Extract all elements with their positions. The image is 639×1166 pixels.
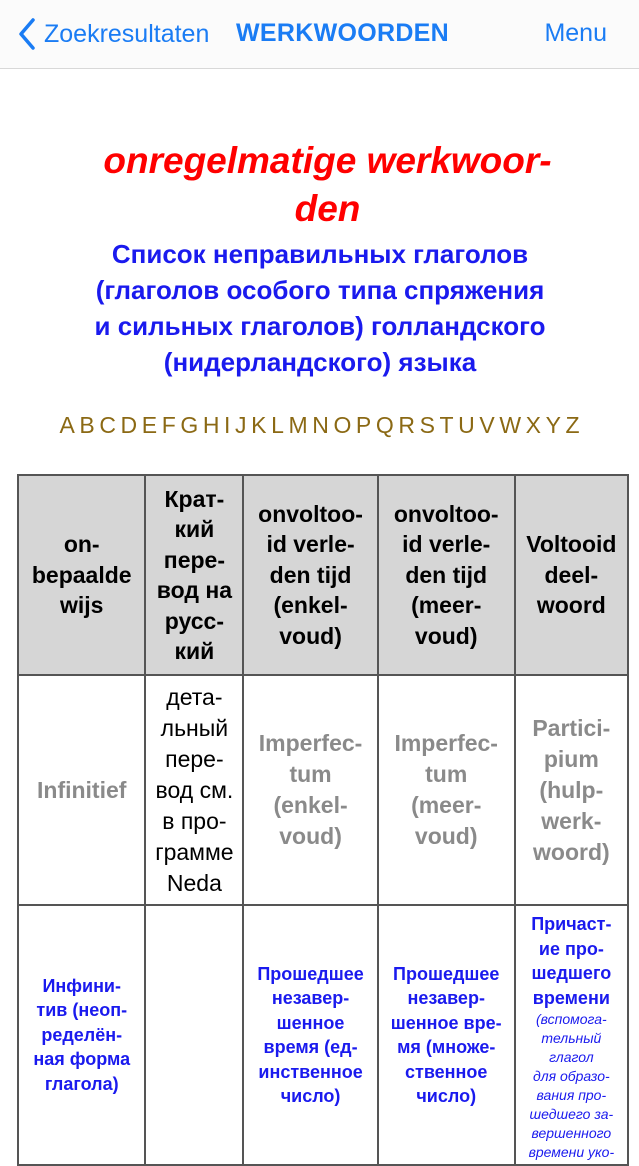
page-title: WERKWOORDEN (236, 19, 450, 47)
cell-line: onvoltoo- (258, 500, 363, 527)
cell-line: кий (174, 638, 215, 664)
alphabet-letter-c[interactable]: C (99, 412, 116, 438)
cell-line: Partici- (532, 714, 611, 741)
table-header-row (19, 476, 629, 676)
cell-line: id verle- (402, 531, 491, 558)
table-row (19, 906, 629, 1166)
cell-line: тельный глагол (541, 1030, 602, 1065)
cell-line: (enkel- (273, 592, 348, 619)
cell-line: ределён- (41, 1024, 123, 1045)
cell-line: (hulp- (539, 776, 604, 803)
cell-line: wijs (59, 592, 104, 619)
navigation-bar (0, 0, 639, 69)
cell-line: Прошедшее (393, 963, 500, 984)
alphabet-index (0, 412, 639, 444)
alphabet-letter-a[interactable]: A (59, 412, 75, 438)
cell-text (382, 728, 511, 852)
cell-line: вод см. (155, 776, 234, 803)
cell-line: льный (160, 714, 229, 741)
cell-line: времени (532, 987, 610, 1008)
table-header-cell (516, 476, 629, 676)
cell-line: глагола) (44, 1073, 119, 1094)
cell-text (149, 484, 239, 667)
alphabet-letter-u[interactable]: U (458, 412, 475, 438)
cell-text (519, 1010, 624, 1162)
cell-line: число) (280, 1086, 341, 1106)
cell-line: Voltooid (526, 531, 617, 558)
cell-line: deel- (544, 561, 599, 588)
cell-line: voud) (279, 823, 342, 849)
cell-line: Крат- (164, 485, 225, 512)
cell-text (519, 713, 624, 868)
alphabet-letter-x[interactable]: X (525, 412, 541, 438)
title-russian-line: (нидерландского) языка (163, 347, 477, 377)
alphabet-letter-v[interactable]: V (479, 412, 495, 438)
cell-line: pium (543, 745, 599, 772)
cell-line: (meer- (411, 792, 482, 818)
cell-line: вод на (156, 577, 233, 603)
cell-line: woord) (533, 838, 610, 865)
table-cell (379, 676, 516, 906)
cell-text (382, 962, 511, 1109)
cell-line: для образо- (532, 1068, 610, 1084)
cell-line: шедшего (531, 963, 612, 983)
cell-line: (вспомога- (535, 1011, 607, 1027)
cell-line: woord (536, 592, 606, 619)
cell-line: кий (174, 516, 215, 542)
cell-line: инственное (258, 1061, 363, 1082)
alphabet-letter-k[interactable]: K (251, 412, 267, 438)
cell-text (519, 529, 624, 621)
cell-line: время (ед- (263, 1037, 358, 1057)
cell-line: voud) (414, 622, 478, 649)
cell-line: Imperfec- (394, 730, 498, 756)
table-header-cell (146, 476, 244, 676)
cell-line: тив (неоп- (36, 1000, 128, 1021)
cell-text (22, 529, 141, 621)
cell-line: шенное вре- (390, 1012, 502, 1033)
back-button[interactable] (18, 16, 209, 52)
cell-line: шедшего за- (529, 1106, 614, 1122)
alphabet-letter-p[interactable]: P (355, 412, 372, 438)
alphabet-letter-l[interactable]: L (271, 412, 284, 438)
table-cell (516, 906, 629, 1166)
chevron-left-icon (18, 18, 36, 50)
cell-line: пере- (165, 745, 224, 772)
cell-line: дета- (166, 683, 223, 710)
table-cell (244, 906, 378, 1166)
cell-line: voud) (414, 823, 478, 849)
alphabet-letter-s[interactable]: S (419, 412, 435, 438)
cell-line: ная форма (33, 1049, 131, 1070)
table-cell (516, 676, 629, 906)
cell-line: незавер- (407, 988, 485, 1008)
cell-line: пере- (163, 546, 225, 573)
alphabet-letter-q[interactable]: Q (375, 412, 394, 438)
table-cell (244, 676, 378, 906)
cell-text (149, 682, 239, 899)
alphabet-letter-r[interactable]: R (398, 412, 415, 438)
back-label: Zoekresultaten (44, 19, 210, 48)
alphabet-letter-w[interactable]: W (499, 412, 522, 438)
alphabet-letter-h[interactable]: H (202, 412, 220, 438)
table-cell (146, 906, 244, 1166)
cell-line: onvoltoo- (393, 500, 499, 527)
cell-line: незавер- (271, 988, 350, 1008)
cell-text (22, 775, 141, 806)
cell-text (519, 912, 624, 1010)
alphabet-letter-o[interactable]: O (333, 412, 352, 438)
cell-line: on- (63, 531, 100, 558)
cell-line: ие про- (538, 938, 604, 959)
alphabet-letter-n[interactable]: N (312, 412, 329, 438)
cell-text (247, 728, 373, 852)
alphabet-letter-g[interactable]: G (180, 412, 199, 438)
alphabet-letter-m[interactable]: M (288, 412, 308, 438)
table-header-cell (244, 476, 378, 676)
alphabet-letter-t[interactable]: T (439, 412, 454, 438)
cell-line: tum (425, 761, 468, 787)
alphabet-letter-f[interactable]: F (161, 412, 176, 438)
cell-line: Neda (166, 869, 222, 896)
alphabet-letter-b[interactable]: B (79, 412, 95, 438)
title-russian-line: и сильных глаголов) голландского (94, 311, 546, 341)
table-header-cell (19, 476, 146, 676)
cell-line: в про- (162, 807, 227, 834)
title-dutch-line: den (294, 188, 361, 229)
cell-line: (meer- (411, 592, 482, 619)
menu-button[interactable]: Menu (544, 19, 607, 47)
cell-line: русс- (164, 607, 224, 634)
table-cell (19, 676, 146, 906)
cell-line: вершенного (531, 1125, 612, 1141)
cell-line: den tijd (405, 561, 488, 588)
table-cell (19, 906, 146, 1166)
title-russian-line: (глаголов особого типа спряжения (95, 275, 545, 305)
cell-line: bepaalde (31, 561, 132, 588)
cell-line: den tijd (269, 561, 352, 588)
cell-line: id verle- (266, 531, 355, 558)
title-dutch-line: onregelmatige werkwoor- (103, 140, 552, 181)
cell-line: грамме (155, 838, 234, 865)
cell-text (247, 499, 373, 652)
table-cell (146, 676, 244, 906)
cell-line: число) (416, 1086, 477, 1106)
table-header-cell (379, 476, 516, 676)
alphabet-letter-i[interactable]: I (224, 412, 231, 438)
title-russian-line: Список неправильных глаголов (111, 239, 529, 269)
table-cell (379, 906, 516, 1166)
cell-line: ственное (405, 1061, 488, 1082)
cell-text (247, 962, 373, 1109)
alphabet-letter-e[interactable]: E (141, 412, 158, 438)
alphabet-letter-z[interactable]: Z (565, 412, 580, 438)
cell-text (22, 974, 141, 1097)
alphabet-letter-j[interactable]: J (235, 412, 247, 438)
cell-line: voud) (279, 622, 342, 649)
table-row (19, 676, 629, 906)
cell-line: werk- (541, 807, 602, 834)
cell-line: Инфини- (42, 975, 121, 996)
cell-line: вания про- (536, 1087, 607, 1103)
alphabet-letter-y[interactable]: Y (545, 412, 561, 438)
title-russian (20, 236, 620, 380)
verb-table (17, 474, 629, 1166)
alphabet-letter-d[interactable]: D (120, 412, 138, 438)
cell-line: Imperfec- (258, 730, 363, 756)
cell-line: Прошедшее (257, 963, 364, 984)
cell-text (382, 499, 511, 652)
cell-line: Причаст- (531, 914, 612, 934)
cell-line: tum (289, 761, 332, 787)
cell-line: времени уко- (528, 1144, 615, 1160)
cell-line: (enkel- (273, 792, 348, 818)
cell-line: мя (множе- (397, 1037, 496, 1057)
title-dutch (40, 137, 615, 233)
cell-line: Infinitief (37, 776, 127, 803)
cell-line: шенное (276, 1012, 345, 1033)
